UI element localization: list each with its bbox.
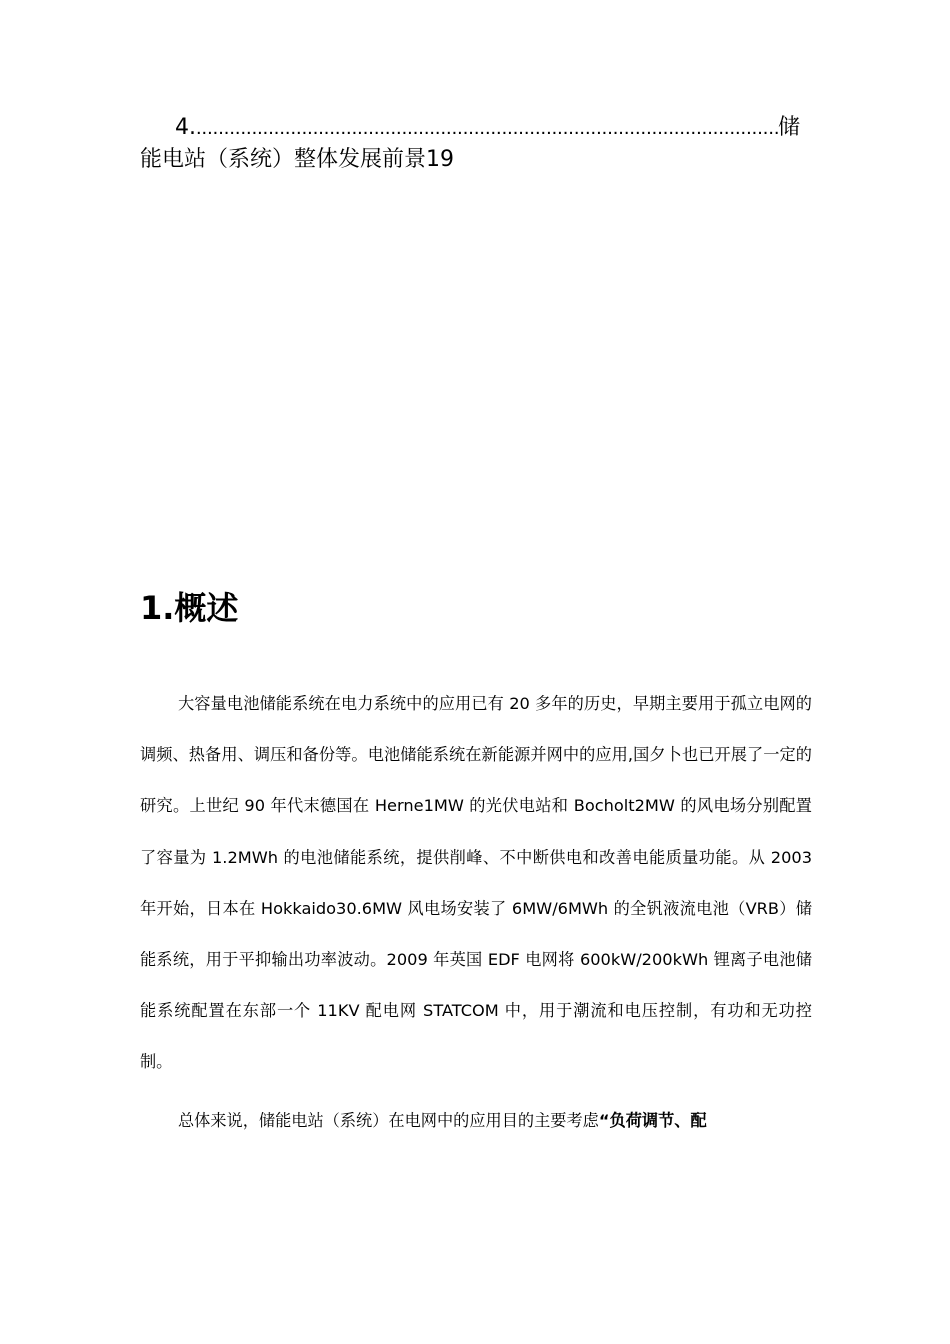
paragraph-summary-text: 总体来说，储能电站（系统）在电网中的应用目的主要考虑 xyxy=(178,1111,599,1130)
toc-entry-number: 4. xyxy=(175,115,196,140)
toc-entry-first-line xyxy=(140,112,800,144)
toc-dot-leader xyxy=(196,113,778,144)
toc-entry-title-rest: 能电站（系统）整体发展前景 xyxy=(140,147,427,172)
paragraph-summary xyxy=(140,1095,812,1146)
toc-entry[interactable] xyxy=(140,112,800,175)
section-heading: 1.概述 xyxy=(140,589,239,627)
paragraph-overview: 大容量电池储能系统在电力系统中的应用已有 20 多年的历史，早期主要用于孤立电网的调频、热备用、调压和备份等。电池储能系统在新能源并网中的应用,国夕卜也已开展了一定的研究。上世纪 90 年代末德国在 Herne1MW 的光伏电站和 Bocholt2MW 的风电场分别配置了容量为 1.2MWh 的电池储能系统，提供削峰、不中断供电和改善电能质量功能。从 2003 年开始，日本在 Hokkaido30.6MW 风电场安装了 6MW/6MWh 的全钒液流电池（VRB）储能系统，用于平抑输出功率波动。2009 年英国 EDF 电网将 600kW/200kWh 锂离子电池储能系统配置在东部一个 11KV 配电网 STATCOM 中，用于潮流和电压控制，有功和无功控制。 xyxy=(140,694,812,1072)
toc-entry-page-number: 19 xyxy=(426,147,455,172)
toc-entry-title-start: 储 xyxy=(777,115,800,140)
paragraph-summary-bold: “负荷调节、配 xyxy=(598,1111,707,1130)
toc-entry-second-line xyxy=(140,144,800,175)
